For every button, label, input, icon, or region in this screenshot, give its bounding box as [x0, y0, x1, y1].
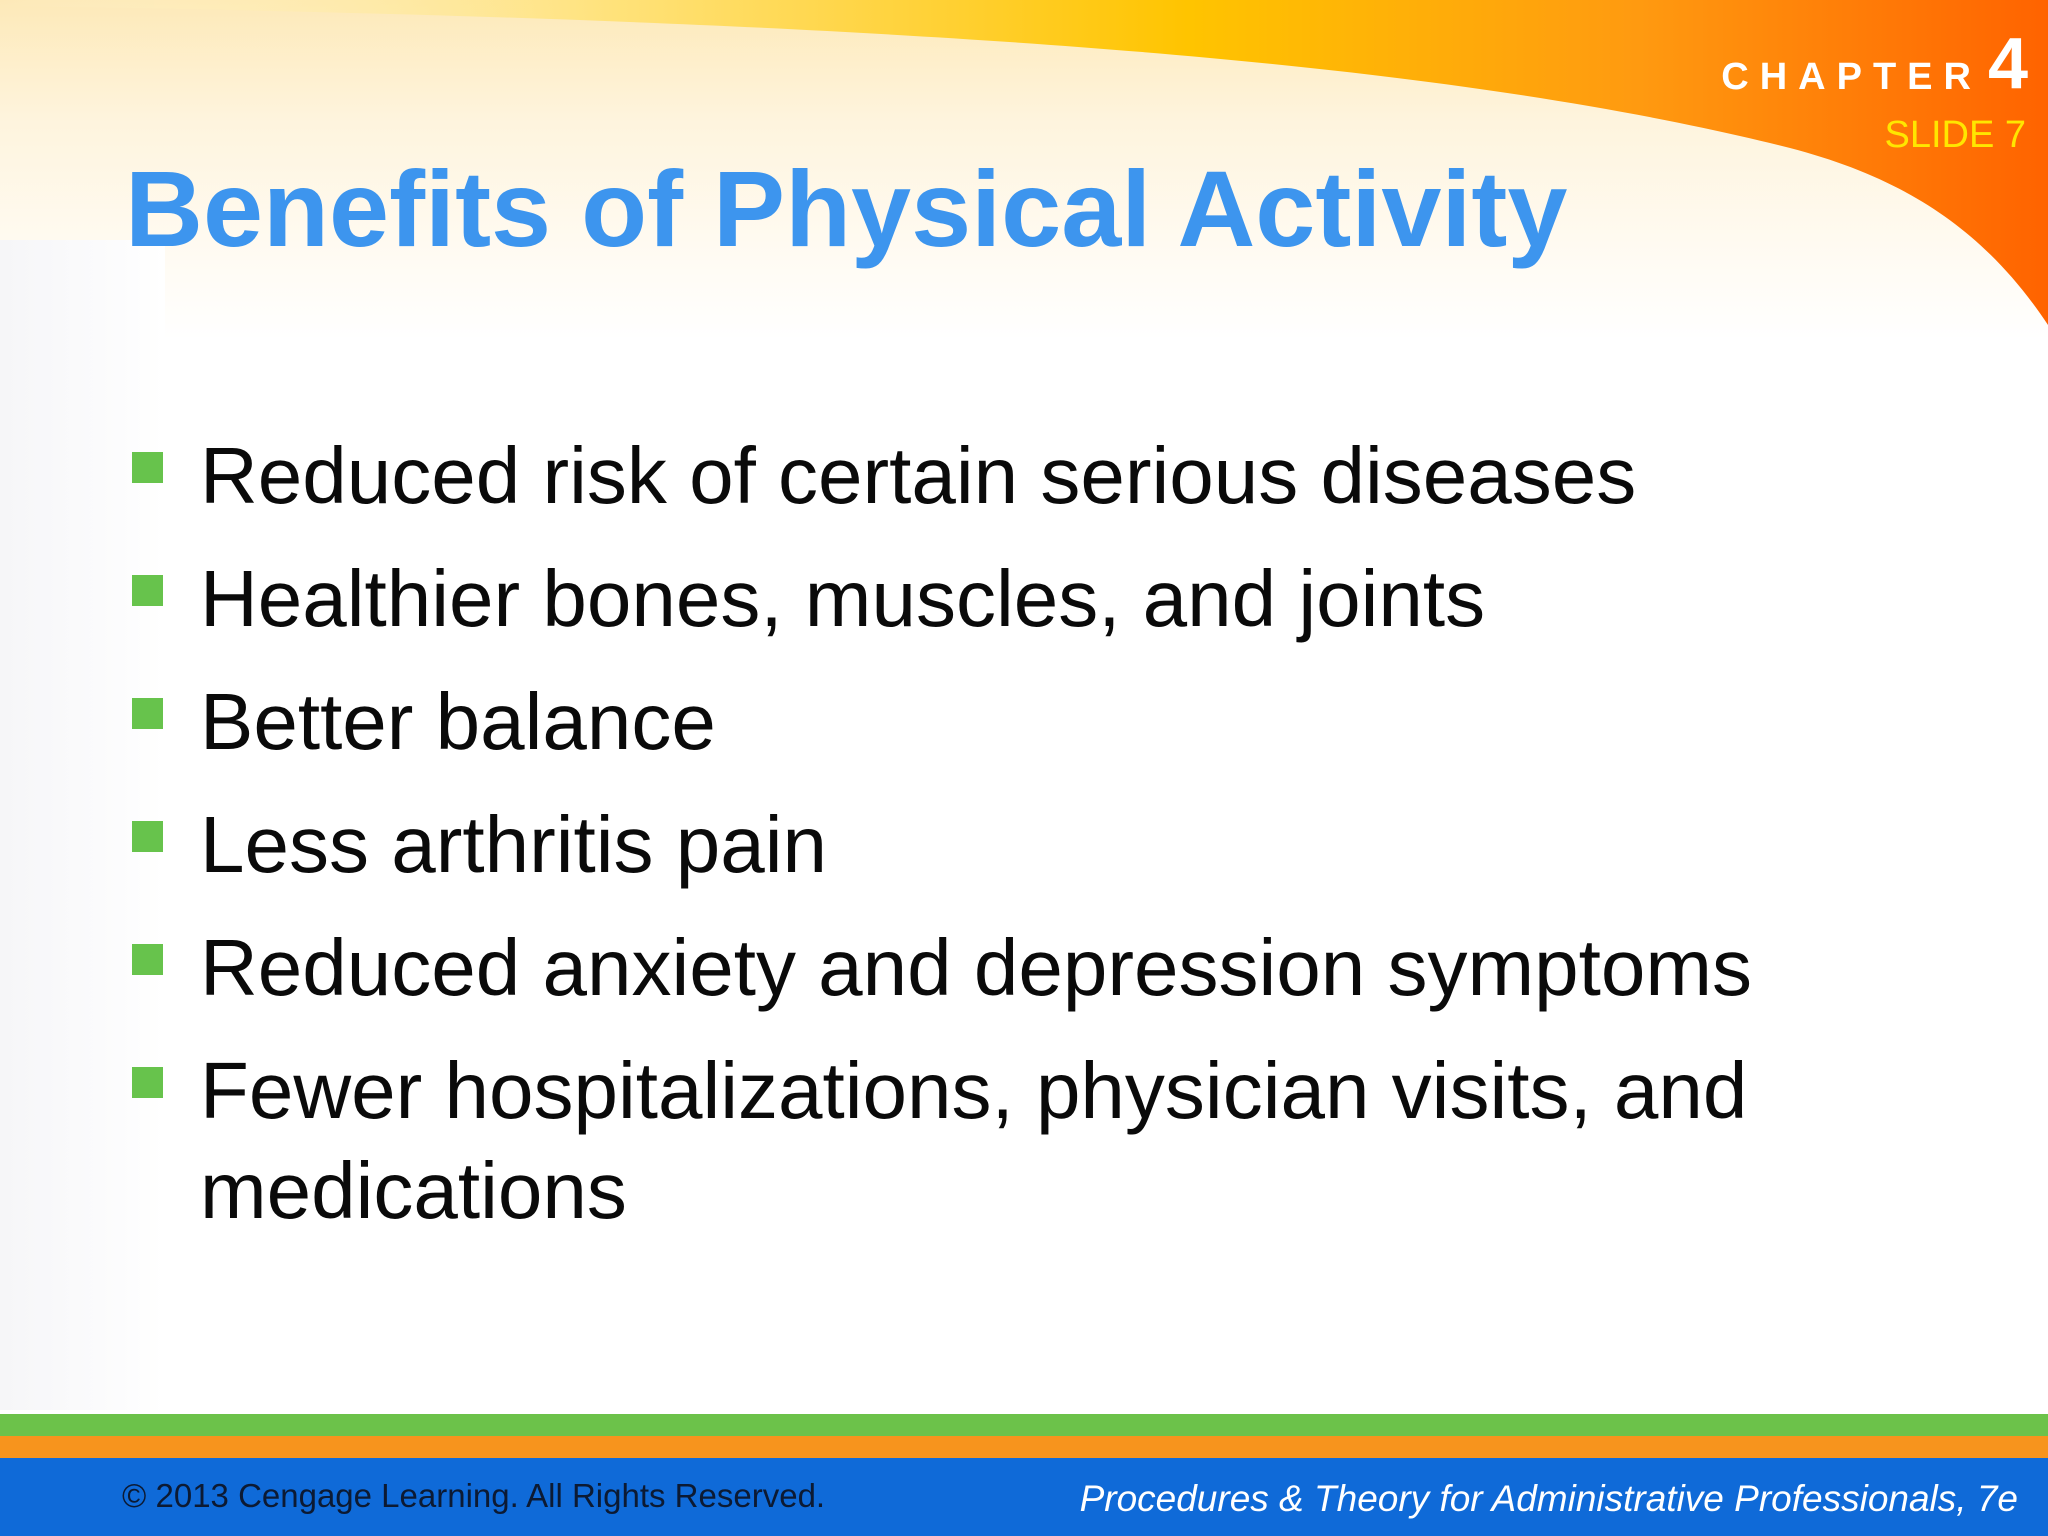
square-bullet-icon — [132, 821, 163, 852]
chapter-label — [1721, 24, 2028, 104]
bullet-item — [130, 795, 1990, 895]
bullet-item — [130, 918, 1990, 1018]
chapter-number: 4 — [1987, 24, 2028, 104]
slide-number: SLIDE 7 — [1884, 114, 2026, 156]
square-bullet-icon — [132, 575, 163, 606]
bullet-text: Less arthritis pain — [200, 800, 827, 889]
book-title: Procedures & Theory for Administrative Professionals, 7e — [1079, 1478, 2018, 1519]
square-bullet-icon — [132, 1067, 163, 1098]
bullet-text: Fewer hospitalizations, physician visits, and medications — [200, 1046, 1748, 1235]
square-bullet-icon — [132, 452, 163, 483]
bullet-item — [130, 1041, 1990, 1241]
bullet-item — [130, 549, 1990, 649]
copyright-text: © 2013 Cengage Learning. All Rights Reserved. — [122, 1477, 826, 1514]
slide-title: Benefits of Physical Activity — [125, 148, 1568, 269]
bullet-item — [130, 426, 1990, 526]
bullet-text: Reduced risk of certain serious diseases — [200, 431, 1637, 520]
square-bullet-icon — [132, 698, 163, 729]
bullet-text: Better balance — [200, 677, 716, 766]
footer-band-green — [0, 1414, 2048, 1436]
footer-band-orange — [0, 1436, 2048, 1458]
bullet-text: Healthier bones, muscles, and joints — [200, 554, 1486, 643]
bullet-list — [130, 426, 1990, 1264]
chapter-word: CHAPTER — [1721, 56, 1982, 98]
bullet-item — [130, 672, 1990, 772]
bullet-text: Reduced anxiety and depression symptoms — [200, 923, 1752, 1012]
square-bullet-icon — [132, 944, 163, 975]
